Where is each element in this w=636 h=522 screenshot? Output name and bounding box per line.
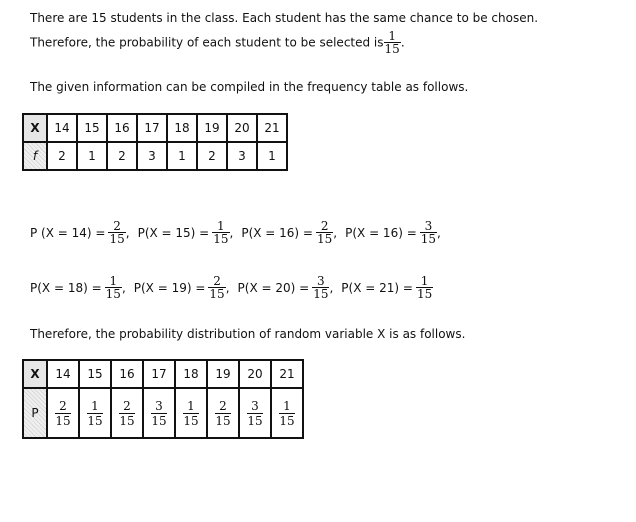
fraction-numerator: 2 bbox=[113, 219, 121, 233]
fraction-numerator: 1 bbox=[420, 274, 429, 288]
frequency-table-x-cell: 18 bbox=[167, 114, 197, 142]
fraction-numerator: 2 bbox=[123, 398, 131, 413]
fraction-denominator: 15 bbox=[87, 413, 103, 428]
fraction-numerator: 2 bbox=[213, 274, 221, 288]
distribution-table-row-p bbox=[23, 388, 303, 438]
probability-label: P(X = 16) = bbox=[345, 225, 417, 240]
frequency-table-f-cell: 3 bbox=[137, 142, 167, 170]
probability-expression bbox=[345, 219, 443, 246]
fraction-numerator: 1 bbox=[109, 274, 118, 288]
intro-line-1: There are 15 students in the class. Each student has the same chance to be chosen. bbox=[30, 11, 539, 25]
frequency-table-x-cell: 19 bbox=[197, 114, 227, 142]
probability-fraction bbox=[108, 220, 125, 245]
fraction-denominator: 15 bbox=[279, 413, 295, 428]
probability-expression bbox=[241, 219, 339, 246]
frequency-table-f-cell: 2 bbox=[47, 142, 77, 170]
probability-label: P(X = 18) = bbox=[30, 280, 102, 295]
fraction-numerator: 2 bbox=[219, 398, 227, 413]
probability-label: P(X = 20) = bbox=[237, 280, 310, 295]
fraction-numerator: 1 bbox=[283, 398, 291, 413]
probability-separator: , bbox=[329, 280, 334, 295]
frequency-table-x-cell: 14 bbox=[47, 114, 77, 142]
probability-expression bbox=[133, 274, 232, 301]
probability-fraction bbox=[316, 220, 333, 245]
distribution-table-p-cell bbox=[143, 388, 175, 438]
fraction-denominator: 15 bbox=[209, 287, 225, 301]
fraction-denominator: 15 bbox=[416, 287, 433, 301]
fraction-numerator: 3 bbox=[424, 219, 433, 233]
distribution-table-x-cell: 15 bbox=[79, 360, 111, 388]
distribution-table-row-x bbox=[23, 360, 303, 388]
fraction-numerator: 1 bbox=[187, 398, 195, 413]
probability-fraction bbox=[87, 399, 102, 428]
fraction-denominator: 15 bbox=[183, 413, 199, 428]
fraction-numerator: 3 bbox=[155, 398, 163, 413]
probability-fraction bbox=[105, 275, 122, 300]
frequency-table-header-x: X bbox=[23, 114, 47, 142]
distribution-table-header-x: X bbox=[23, 360, 47, 388]
frequency-table-row-f bbox=[23, 142, 287, 170]
probability-row-2 bbox=[30, 275, 433, 300]
probability-fraction bbox=[212, 220, 229, 245]
probability-label: P(X = 15) = bbox=[137, 225, 210, 240]
distribution-table-p-cell bbox=[175, 388, 207, 438]
probability-separator: , bbox=[125, 225, 130, 240]
fraction-denominator: 15 bbox=[151, 413, 167, 428]
distribution-table-p-cell bbox=[207, 388, 239, 438]
fraction-denominator: 15 bbox=[317, 232, 333, 246]
distribution-table-x-cell: 18 bbox=[175, 360, 207, 388]
probability-distribution-table bbox=[22, 359, 304, 439]
frequency-table-f-cell: 2 bbox=[107, 142, 137, 170]
distribution-table-x-cell: 17 bbox=[143, 360, 175, 388]
probability-row-1 bbox=[30, 220, 443, 245]
distribution-table-p-cell bbox=[271, 388, 303, 438]
fraction-denominator: 15 bbox=[55, 413, 71, 428]
distribution-table-x-cell: 14 bbox=[47, 360, 79, 388]
distribution-table-p-cell bbox=[239, 388, 271, 438]
frequency-table-x-cell: 15 bbox=[77, 114, 107, 142]
fraction-denominator: 15 bbox=[215, 413, 231, 428]
distribution-table-x-cell: 20 bbox=[239, 360, 271, 388]
fraction-denominator: 15 bbox=[313, 287, 329, 301]
fraction-numerator: 1 bbox=[388, 29, 396, 43]
distribution-table-p-cell bbox=[111, 388, 143, 438]
probability-separator: , bbox=[333, 225, 338, 240]
probability-separator: , bbox=[229, 225, 234, 240]
intro-line-2-text: Therefore, the probability of each student to be selected is bbox=[30, 35, 384, 50]
fraction-denominator: 15 bbox=[247, 413, 263, 428]
probability-fraction bbox=[312, 275, 329, 300]
intro-line-2 bbox=[30, 30, 405, 55]
fraction-denominator: 15 bbox=[420, 232, 437, 246]
distribution-table-x-cell: 21 bbox=[271, 360, 303, 388]
fraction-numerator: 2 bbox=[59, 398, 67, 413]
frequency-table-f-cell: 1 bbox=[167, 142, 197, 170]
frequency-table-f-cell: 1 bbox=[257, 142, 287, 170]
fraction-numerator: 1 bbox=[91, 398, 99, 413]
probability-expression bbox=[30, 219, 132, 246]
probability-expression bbox=[30, 274, 128, 301]
fraction-denominator: 15 bbox=[384, 42, 400, 56]
probability-fraction bbox=[151, 399, 166, 428]
frequency-table-x-cell: 16 bbox=[107, 114, 137, 142]
probability-fraction bbox=[183, 399, 198, 428]
probability-expression bbox=[341, 274, 433, 301]
intro-probability-fraction bbox=[384, 30, 401, 55]
distribution-table-header-p: P bbox=[23, 388, 47, 438]
frequency-table-row-x bbox=[23, 114, 287, 142]
probability-fraction bbox=[420, 220, 437, 245]
frequency-table-f-cell: 3 bbox=[227, 142, 257, 170]
probability-label: P(X = 16) = bbox=[241, 225, 313, 240]
probability-fraction bbox=[55, 399, 70, 428]
fraction-numerator: 3 bbox=[251, 398, 259, 413]
probability-fraction bbox=[247, 399, 262, 428]
distribution-caption: Therefore, the probability distribution of random variable X is as follows. bbox=[30, 327, 466, 341]
fraction-denominator: 15 bbox=[119, 413, 135, 428]
frequency-table-f-cell: 1 bbox=[77, 142, 107, 170]
frequency-table-x-cell: 17 bbox=[137, 114, 167, 142]
intro-line-2-end: . bbox=[400, 35, 405, 50]
probability-fraction bbox=[119, 399, 134, 428]
probability-label: P(X = 19) = bbox=[133, 280, 206, 295]
frequency-table bbox=[22, 113, 288, 171]
probability-fraction bbox=[208, 275, 225, 300]
distribution-table-x-cell: 19 bbox=[207, 360, 239, 388]
probability-separator: , bbox=[225, 280, 230, 295]
probability-separator: , bbox=[121, 280, 126, 295]
frequency-table-x-cell: 21 bbox=[257, 114, 287, 142]
probability-fraction bbox=[416, 275, 433, 300]
fraction-numerator: 1 bbox=[217, 219, 225, 233]
frequency-table-f-cell: 2 bbox=[197, 142, 227, 170]
probability-expression bbox=[137, 219, 236, 246]
probability-label: P (X = 14) = bbox=[30, 225, 106, 240]
fraction-denominator: 15 bbox=[105, 287, 121, 301]
frequency-table-x-cell: 20 bbox=[227, 114, 257, 142]
distribution-table-p-cell bbox=[79, 388, 111, 438]
fraction-numerator: 3 bbox=[317, 274, 325, 288]
probability-expression bbox=[237, 274, 336, 301]
probability-fraction bbox=[279, 399, 294, 428]
probability-label: P(X = 21) = bbox=[341, 280, 413, 295]
distribution-table-p-cell bbox=[47, 388, 79, 438]
probability-fraction bbox=[215, 399, 230, 428]
distribution-table-x-cell: 16 bbox=[111, 360, 143, 388]
probability-separator: , bbox=[437, 225, 441, 240]
frequency-caption: The given information can be compiled in the frequency table as follows. bbox=[30, 80, 469, 94]
fraction-numerator: 2 bbox=[320, 219, 329, 233]
fraction-denominator: 15 bbox=[109, 232, 125, 246]
frequency-table-header-f: f bbox=[23, 142, 47, 170]
fraction-denominator: 15 bbox=[213, 232, 229, 246]
